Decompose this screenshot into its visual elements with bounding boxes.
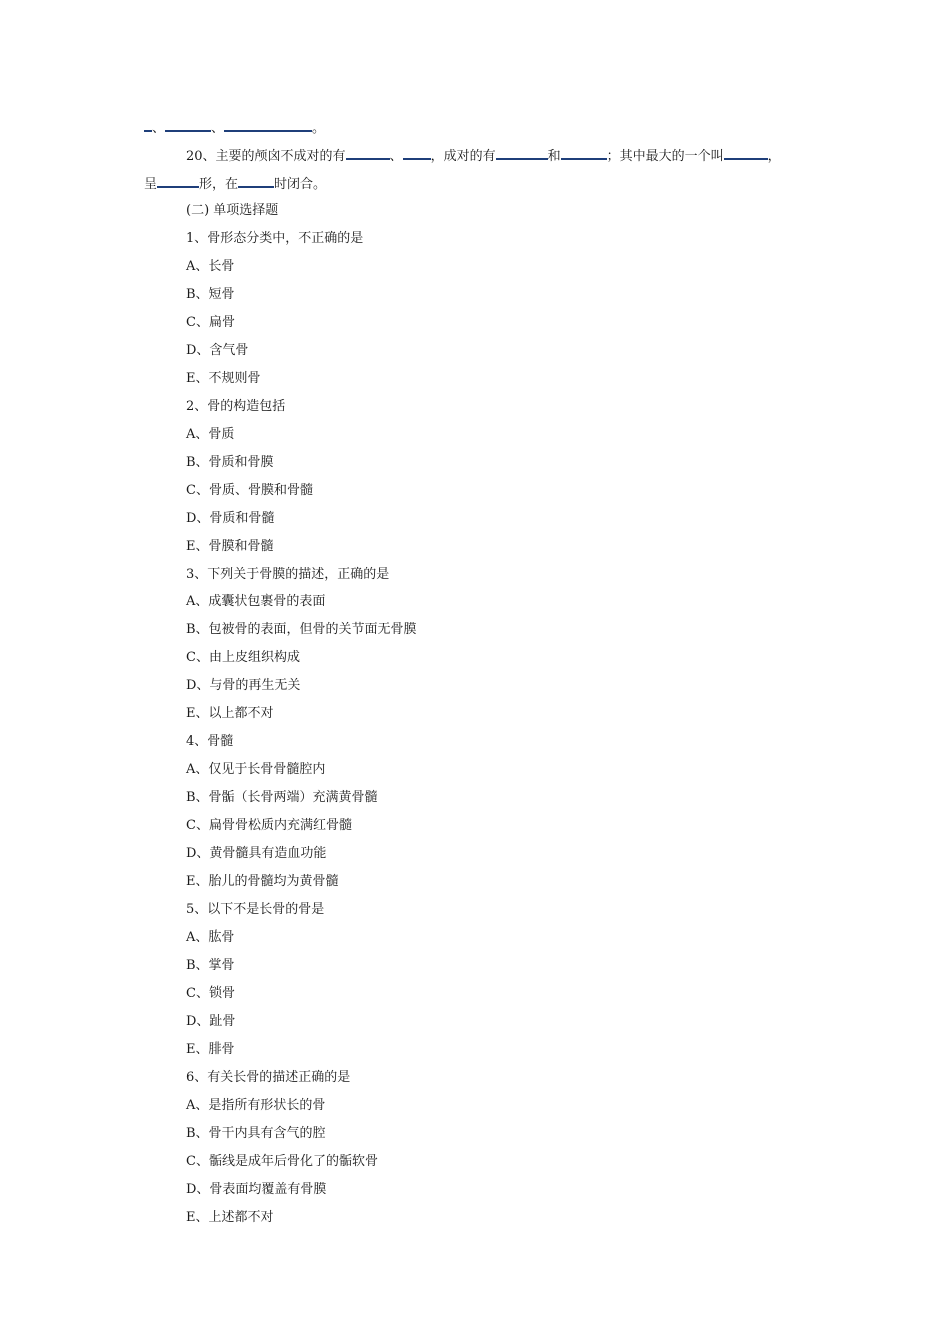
answer-option: C、扁骨骨松质内充满红骨髓 bbox=[186, 818, 352, 833]
question-stem: 2、骨的构造包括 bbox=[186, 399, 286, 414]
question-stem: 4、骨髓 bbox=[186, 734, 234, 749]
answer-option: D、骨表面均覆盖有骨膜 bbox=[186, 1182, 327, 1197]
answer-option: E、腓骨 bbox=[186, 1042, 235, 1057]
answer-option: B、短骨 bbox=[186, 287, 235, 302]
text-fragment: 和 bbox=[547, 149, 561, 164]
answer-option: B、掌骨 bbox=[186, 958, 235, 973]
separator: 、 bbox=[211, 121, 225, 136]
answer-option: A、骨质 bbox=[186, 427, 235, 442]
answer-option: A、成囊状包裹骨的表面 bbox=[186, 594, 326, 609]
answer-option: D、趾骨 bbox=[186, 1014, 236, 1029]
answer-option: A、是指所有形状长的骨 bbox=[186, 1098, 326, 1113]
blank bbox=[224, 118, 312, 132]
question-20-line-1 bbox=[186, 146, 781, 166]
answer-option: E、胎儿的骨髓均为黄骨髓 bbox=[186, 874, 339, 889]
period: 。 bbox=[312, 121, 326, 136]
section-title: (二) 单项选择题 bbox=[186, 203, 279, 218]
answer-option: E、不规则骨 bbox=[186, 371, 261, 386]
answer-option: D、黄骨髓具有造血功能 bbox=[186, 846, 327, 861]
blank bbox=[165, 118, 211, 132]
question-stem: 3、下列关于骨膜的描述，正确的是 bbox=[186, 567, 390, 582]
answer-option: C、骨质、骨膜和骨髓 bbox=[186, 483, 313, 498]
text-fragment: 时闭合。 bbox=[274, 177, 327, 192]
question-stem: 1、骨形态分类中，不正确的是 bbox=[186, 231, 364, 246]
answer-option: D、骨质和骨髓 bbox=[186, 511, 275, 526]
blank bbox=[496, 146, 548, 160]
answer-option: A、肱骨 bbox=[186, 930, 235, 945]
text-fragment: 、 bbox=[389, 149, 403, 164]
text-fragment: ， bbox=[767, 149, 781, 164]
answer-option: B、骨质和骨膜 bbox=[186, 455, 274, 470]
fill-blank-fragment bbox=[144, 118, 325, 138]
blank bbox=[144, 118, 152, 132]
answer-option: B、骨骺（长骨两端）充满黄骨髓 bbox=[186, 790, 378, 805]
answer-option: D、含气骨 bbox=[186, 343, 249, 358]
question-20-text: 20、主要的颅囟不成对的有 bbox=[186, 149, 346, 164]
text-fragment: ，成对的有 bbox=[430, 149, 496, 164]
blank bbox=[561, 146, 607, 160]
blank bbox=[346, 146, 390, 160]
answer-option: D、与骨的再生无关 bbox=[186, 678, 301, 693]
answer-option: C、骺线是成年后骨化了的骺软骨 bbox=[186, 1154, 378, 1169]
question-stem: 6、有关长骨的描述正确的是 bbox=[186, 1070, 351, 1085]
answer-option: E、以上都不对 bbox=[186, 706, 274, 721]
separator: 、 bbox=[152, 121, 166, 136]
answer-option: B、骨干内具有含气的腔 bbox=[186, 1126, 326, 1141]
text-fragment: ；其中最大的一个叫 bbox=[606, 149, 724, 164]
blank bbox=[238, 174, 274, 188]
question-20-line-2 bbox=[144, 174, 326, 194]
answer-option: E、上述都不对 bbox=[186, 1210, 274, 1225]
blank bbox=[403, 146, 431, 160]
question-stem: 5、以下不是长骨的骨是 bbox=[186, 902, 325, 917]
answer-option: E、骨膜和骨髓 bbox=[186, 539, 274, 554]
answer-option: A、仅见于长骨骨髓腔内 bbox=[186, 762, 326, 777]
answer-option: C、扁骨 bbox=[186, 315, 235, 330]
text-fragment: 呈 bbox=[144, 177, 158, 192]
answer-option: C、锁骨 bbox=[186, 986, 235, 1001]
blank bbox=[157, 174, 199, 188]
blank bbox=[724, 146, 768, 160]
answer-option: C、由上皮组织构成 bbox=[186, 650, 300, 665]
answer-option: A、长骨 bbox=[186, 259, 235, 274]
answer-option: B、包被骨的表面，但骨的关节面无骨膜 bbox=[186, 622, 417, 637]
text-fragment: 形，在 bbox=[199, 177, 239, 192]
